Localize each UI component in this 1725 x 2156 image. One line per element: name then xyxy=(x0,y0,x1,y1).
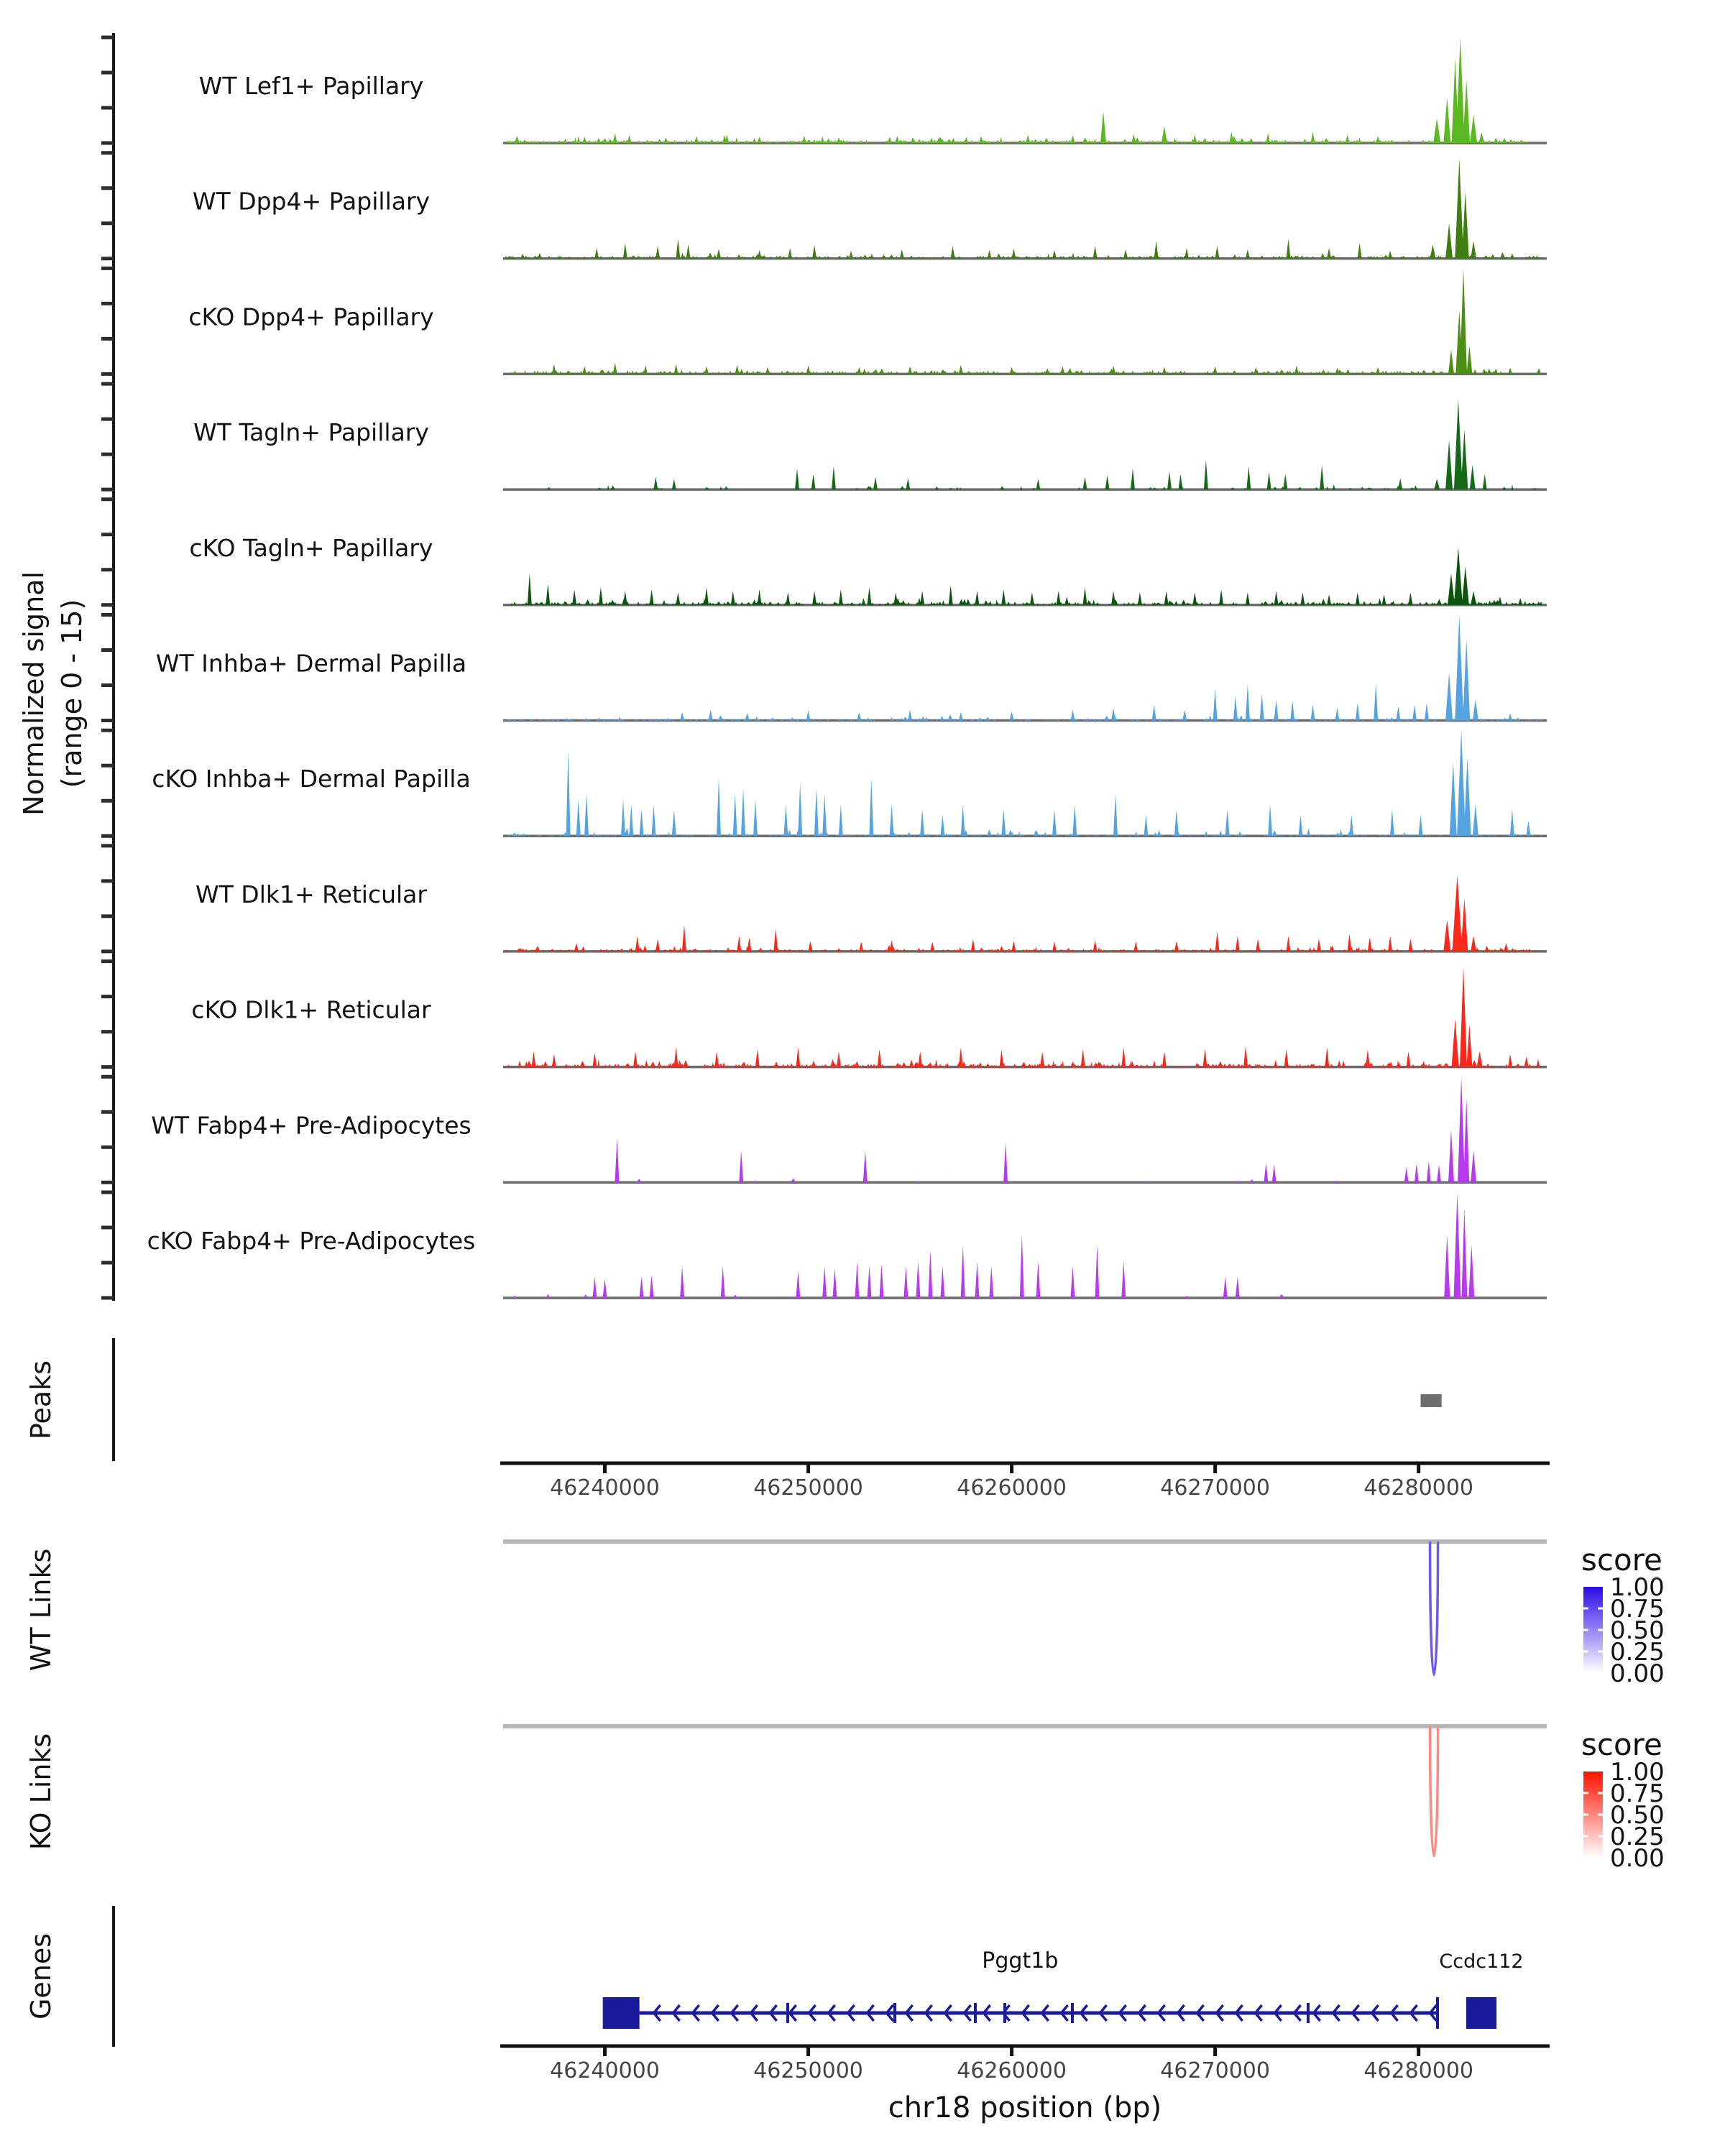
track-label: cKO Tagln+ Papillary xyxy=(189,533,433,562)
signal-track-row xyxy=(156,615,1547,721)
score-legend xyxy=(1583,1758,1665,1873)
gene xyxy=(603,1948,1439,2029)
track-label: WT Dlk1+ Reticular xyxy=(196,880,427,908)
gene-exon-box xyxy=(603,1997,640,2029)
y-axis-label-line1: Normalized signal xyxy=(18,571,50,816)
legend-colorbar-tick xyxy=(1583,1792,1588,1795)
track-label: WT Lef1+ Papillary xyxy=(198,72,424,100)
signal-track-row xyxy=(190,534,1547,605)
signal-track-row xyxy=(193,159,1547,259)
legend-colorbar-tick xyxy=(1598,1608,1603,1610)
legend-colorbar-tick xyxy=(1583,1651,1588,1653)
gene-exon-tick xyxy=(974,2003,977,2023)
legend-tick-label: 0.50 xyxy=(1610,1616,1665,1645)
track-label: WT Fabp4+ Pre-Adipocytes xyxy=(151,1111,472,1140)
legend-colorbar-tick xyxy=(1583,1814,1588,1816)
gene-exon-tick xyxy=(1003,2003,1006,2023)
signal-tracks xyxy=(147,37,1547,1298)
track-label: cKO Fabp4+ Pre-Adipocytes xyxy=(147,1227,476,1255)
genome-axis-tick-label: 46240000 xyxy=(550,1475,660,1501)
signal-track-row xyxy=(191,967,1547,1067)
legend-colorbar-tick xyxy=(1583,1608,1588,1610)
track-area xyxy=(503,730,1547,836)
legend-colorbar-tick xyxy=(1598,1651,1603,1653)
genome-axis-tick-label: 46260000 xyxy=(957,2058,1067,2083)
track-area xyxy=(503,967,1547,1067)
y-axis-label-line2: (range 0 - 15) xyxy=(56,599,88,788)
signal-track-row xyxy=(188,268,1547,374)
legend-colorbar-tick xyxy=(1598,1814,1603,1816)
track-area xyxy=(503,268,1547,374)
track-label: cKO Inhba+ Dermal Papilla xyxy=(152,765,471,793)
genome-axis-tick-label: 46260000 xyxy=(957,1475,1067,1501)
legend-tick-label: 0.50 xyxy=(1610,1801,1665,1830)
genome-axis-tick-label: 46270000 xyxy=(1160,1475,1270,1501)
track-label: WT Tagln+ Papillary xyxy=(193,418,429,447)
links-panels xyxy=(503,1542,1665,1873)
legend-colorbar-tick xyxy=(1583,1835,1588,1838)
ko-links-panel xyxy=(503,1726,1665,1873)
signal-track-row xyxy=(193,400,1547,489)
legend-tick-label: 0.75 xyxy=(1610,1779,1665,1808)
ko-links-panel-label: KO Links xyxy=(25,1733,57,1851)
track-area xyxy=(503,37,1547,143)
x-axis-title: chr18 position (bp) xyxy=(888,2091,1162,2124)
legend-colorbar-tick xyxy=(1598,1629,1603,1631)
wt-links-panel xyxy=(503,1542,1665,1688)
signal-track-row xyxy=(152,730,1547,836)
genes-panel-label: Genes xyxy=(25,1932,57,2020)
track-area xyxy=(503,615,1547,721)
gene-exon-box xyxy=(1466,1997,1496,2029)
peak-interval xyxy=(1421,1394,1442,1407)
track-area xyxy=(503,1192,1547,1298)
track-label: WT Inhba+ Dermal Papilla xyxy=(155,649,467,678)
track-area xyxy=(503,400,1547,489)
legend-tick-label: 0.00 xyxy=(1610,1659,1665,1688)
genome-axis-tick-label: 46240000 xyxy=(550,2058,660,2083)
gene-exon-tick xyxy=(1436,1997,1439,2029)
wt-links-panel-label: WT Links xyxy=(25,1548,57,1672)
gene-exon-tick xyxy=(1071,2003,1074,2023)
signal-y-axis xyxy=(101,33,114,1301)
legend-colorbar-tick xyxy=(1583,1629,1588,1631)
genome-axis-tick-label: 46250000 xyxy=(753,2058,863,2083)
peaks-panel xyxy=(114,1338,1442,1461)
wt-score-legend-title: score xyxy=(1581,1542,1662,1577)
peaks-panel-label: Peaks xyxy=(25,1360,57,1440)
score-legend xyxy=(1583,1573,1665,1688)
link-arc xyxy=(1430,1726,1438,1856)
link-arc xyxy=(1430,1542,1438,1675)
gene-exon-tick xyxy=(786,2003,789,2023)
genome-axis-tick-label: 46250000 xyxy=(753,1475,863,1501)
legend-tick-label: 0.25 xyxy=(1610,1823,1665,1851)
legend-tick-label: 1.00 xyxy=(1610,1758,1665,1787)
legend-tick-label: 0.75 xyxy=(1610,1595,1665,1623)
gene-exon-tick xyxy=(893,2003,896,2023)
gene-exon-tick xyxy=(1307,2003,1310,2023)
genome-axis-tick-label: 46280000 xyxy=(1363,2058,1474,2083)
track-area xyxy=(503,547,1547,604)
legend-colorbar-tick xyxy=(1598,1835,1603,1838)
legend-tick-label: 0.00 xyxy=(1610,1844,1665,1873)
track-label: cKO Dpp4+ Papillary xyxy=(188,303,434,331)
gene xyxy=(1439,1950,1523,2029)
gene-label: Pggt1b xyxy=(982,1948,1059,1973)
genome-axis-bottom xyxy=(500,2046,1550,2083)
genes-panel xyxy=(114,1906,1524,2047)
signal-track-row xyxy=(196,875,1547,952)
ko-score-legend-title: score xyxy=(1581,1727,1662,1762)
legend-colorbar-tick xyxy=(1598,1792,1603,1795)
track-area xyxy=(503,875,1547,952)
legend-tick-label: 1.00 xyxy=(1610,1573,1665,1602)
track-area xyxy=(503,159,1547,259)
genome-axis-tick-label: 46270000 xyxy=(1160,2058,1270,2083)
gene-label: Ccdc112 xyxy=(1439,1950,1524,1973)
legend-tick-label: 0.25 xyxy=(1610,1638,1665,1667)
signal-track-row xyxy=(199,37,1547,143)
genome-axis-tick-label: 46280000 xyxy=(1363,1475,1474,1501)
track-area xyxy=(503,1077,1547,1182)
track-label: cKO Dlk1+ Reticular xyxy=(191,995,431,1024)
genome-axis-top xyxy=(500,1463,1550,1501)
signal-track-row xyxy=(147,1192,1547,1298)
track-label: WT Dpp4+ Papillary xyxy=(192,187,431,216)
signal-track-row xyxy=(151,1077,1547,1182)
